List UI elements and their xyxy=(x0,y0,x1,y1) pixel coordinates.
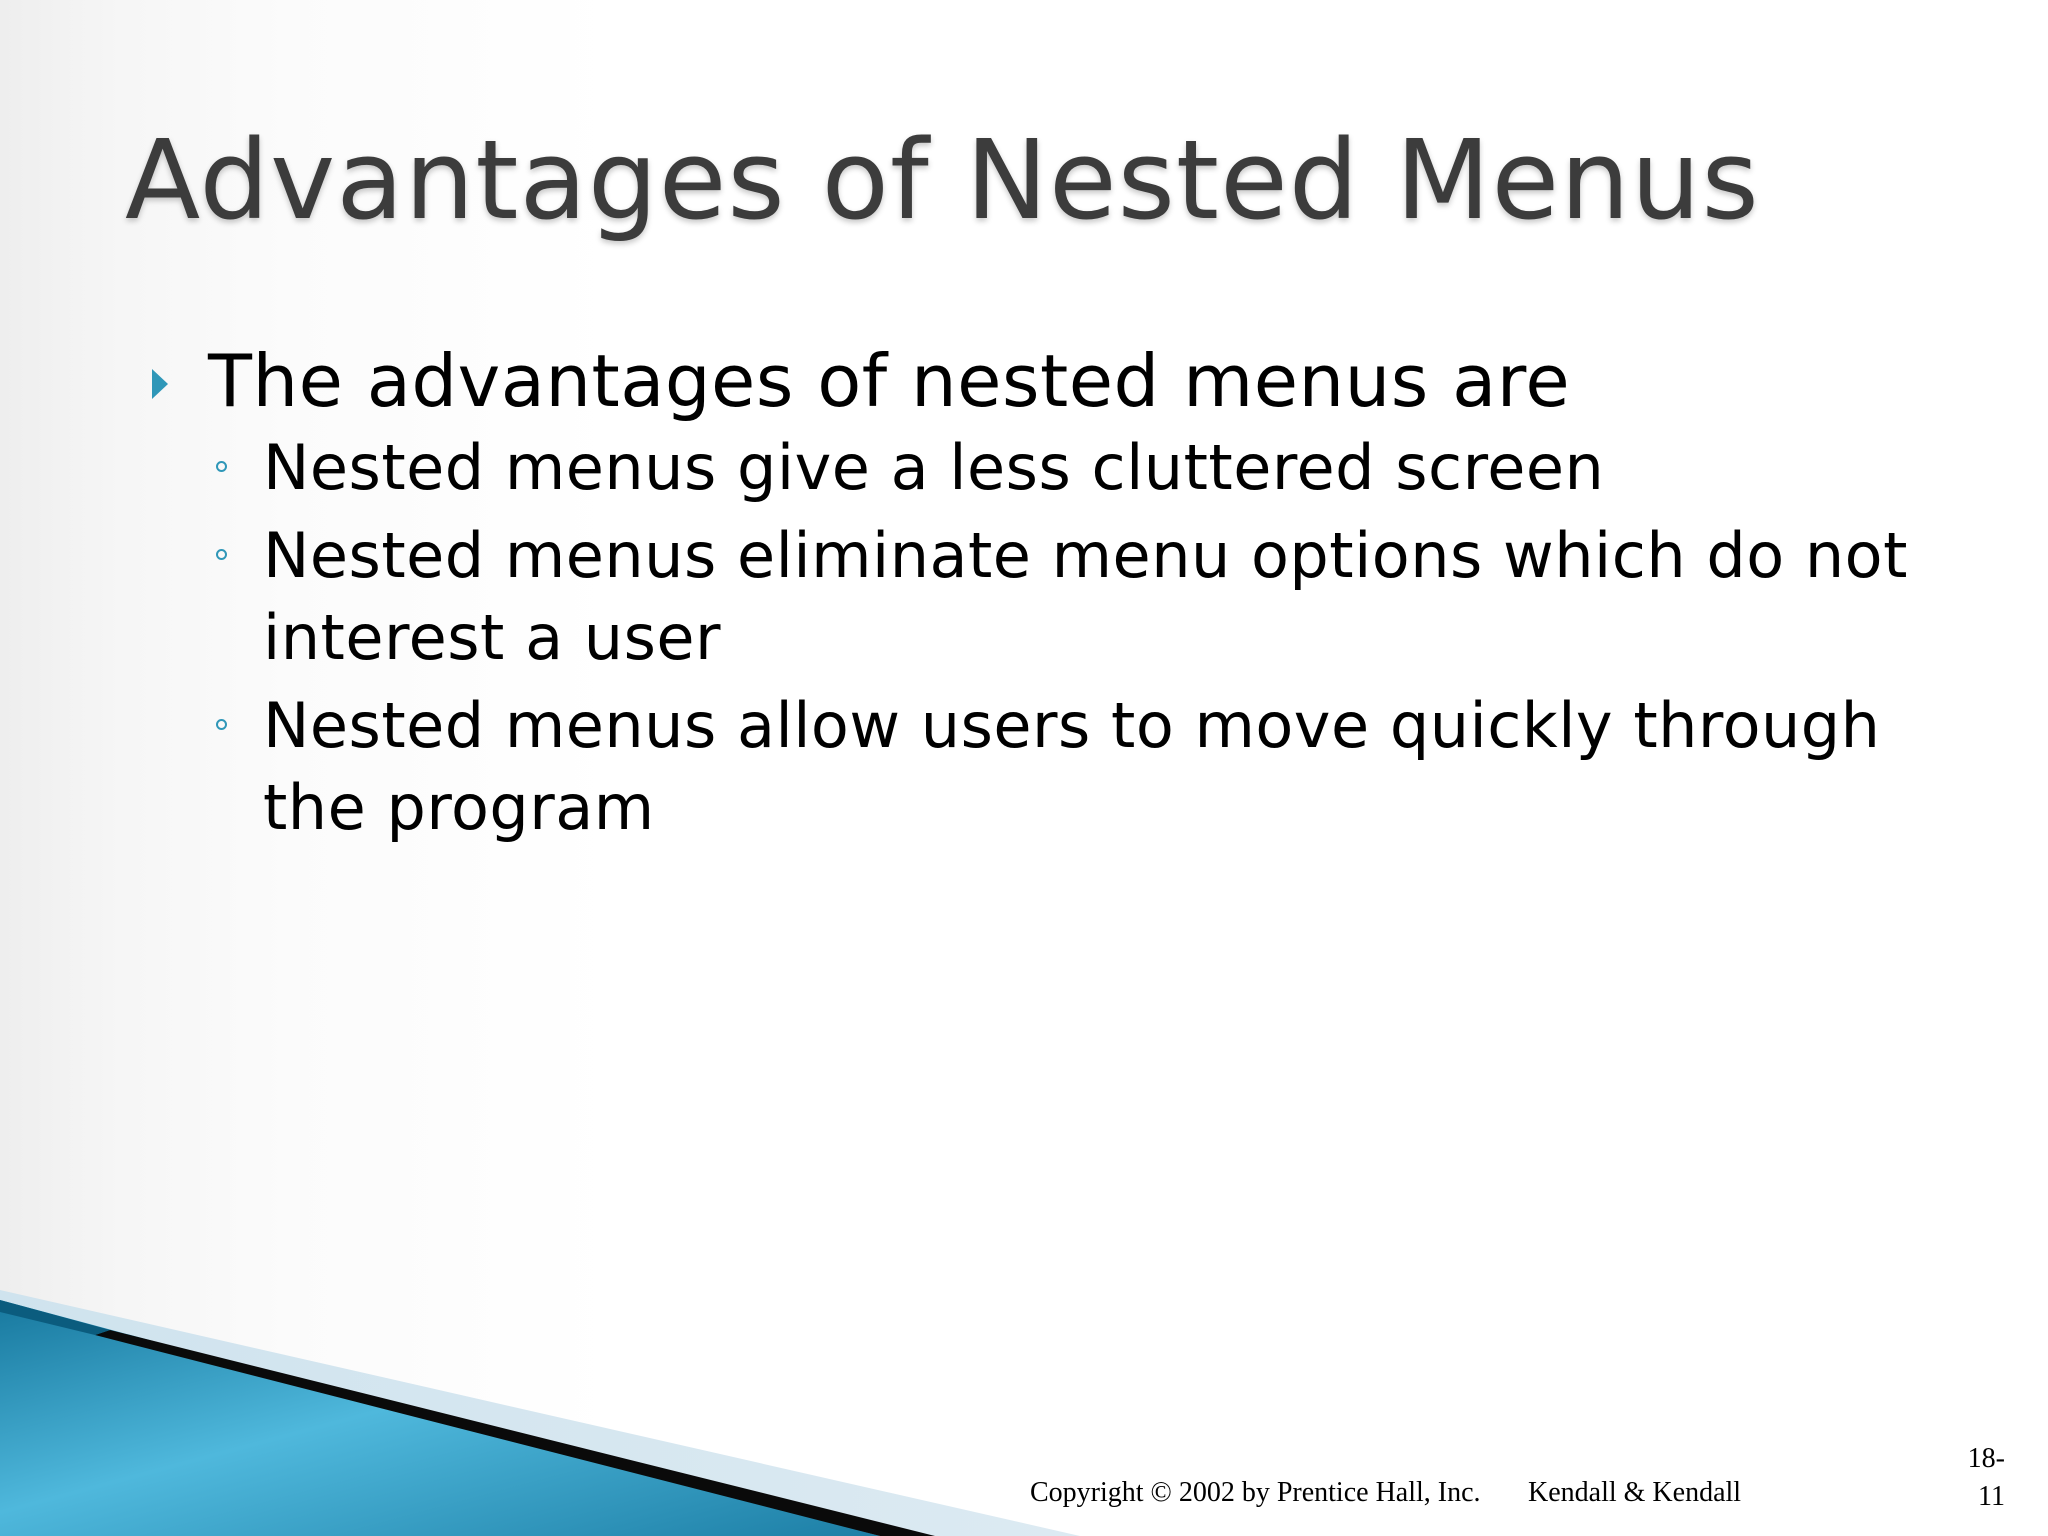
sub-bullet-text: Nested menus eliminate menu options which do not interest a user xyxy=(263,519,1908,674)
slide-number-line2: 11 xyxy=(1978,1481,2005,1512)
sub-bullet-text: Nested menus allow users to move quickly through the program xyxy=(263,689,1881,844)
slide-number-line1: 18- xyxy=(1967,1443,2005,1474)
footer-copyright: Copyright © 2002 by Prentice Hall, Inc. xyxy=(1030,1477,1481,1508)
footer-authors: Kendall & Kendall xyxy=(1528,1477,1742,1508)
bullet-text: The advantages of nested menus are xyxy=(208,339,1571,423)
sub-bullet-text: Nested menus give a less cluttered screen xyxy=(263,431,1605,504)
slide-title: Advantages of Nested Menus xyxy=(125,116,1760,244)
slide-number xyxy=(1955,1440,2005,1516)
